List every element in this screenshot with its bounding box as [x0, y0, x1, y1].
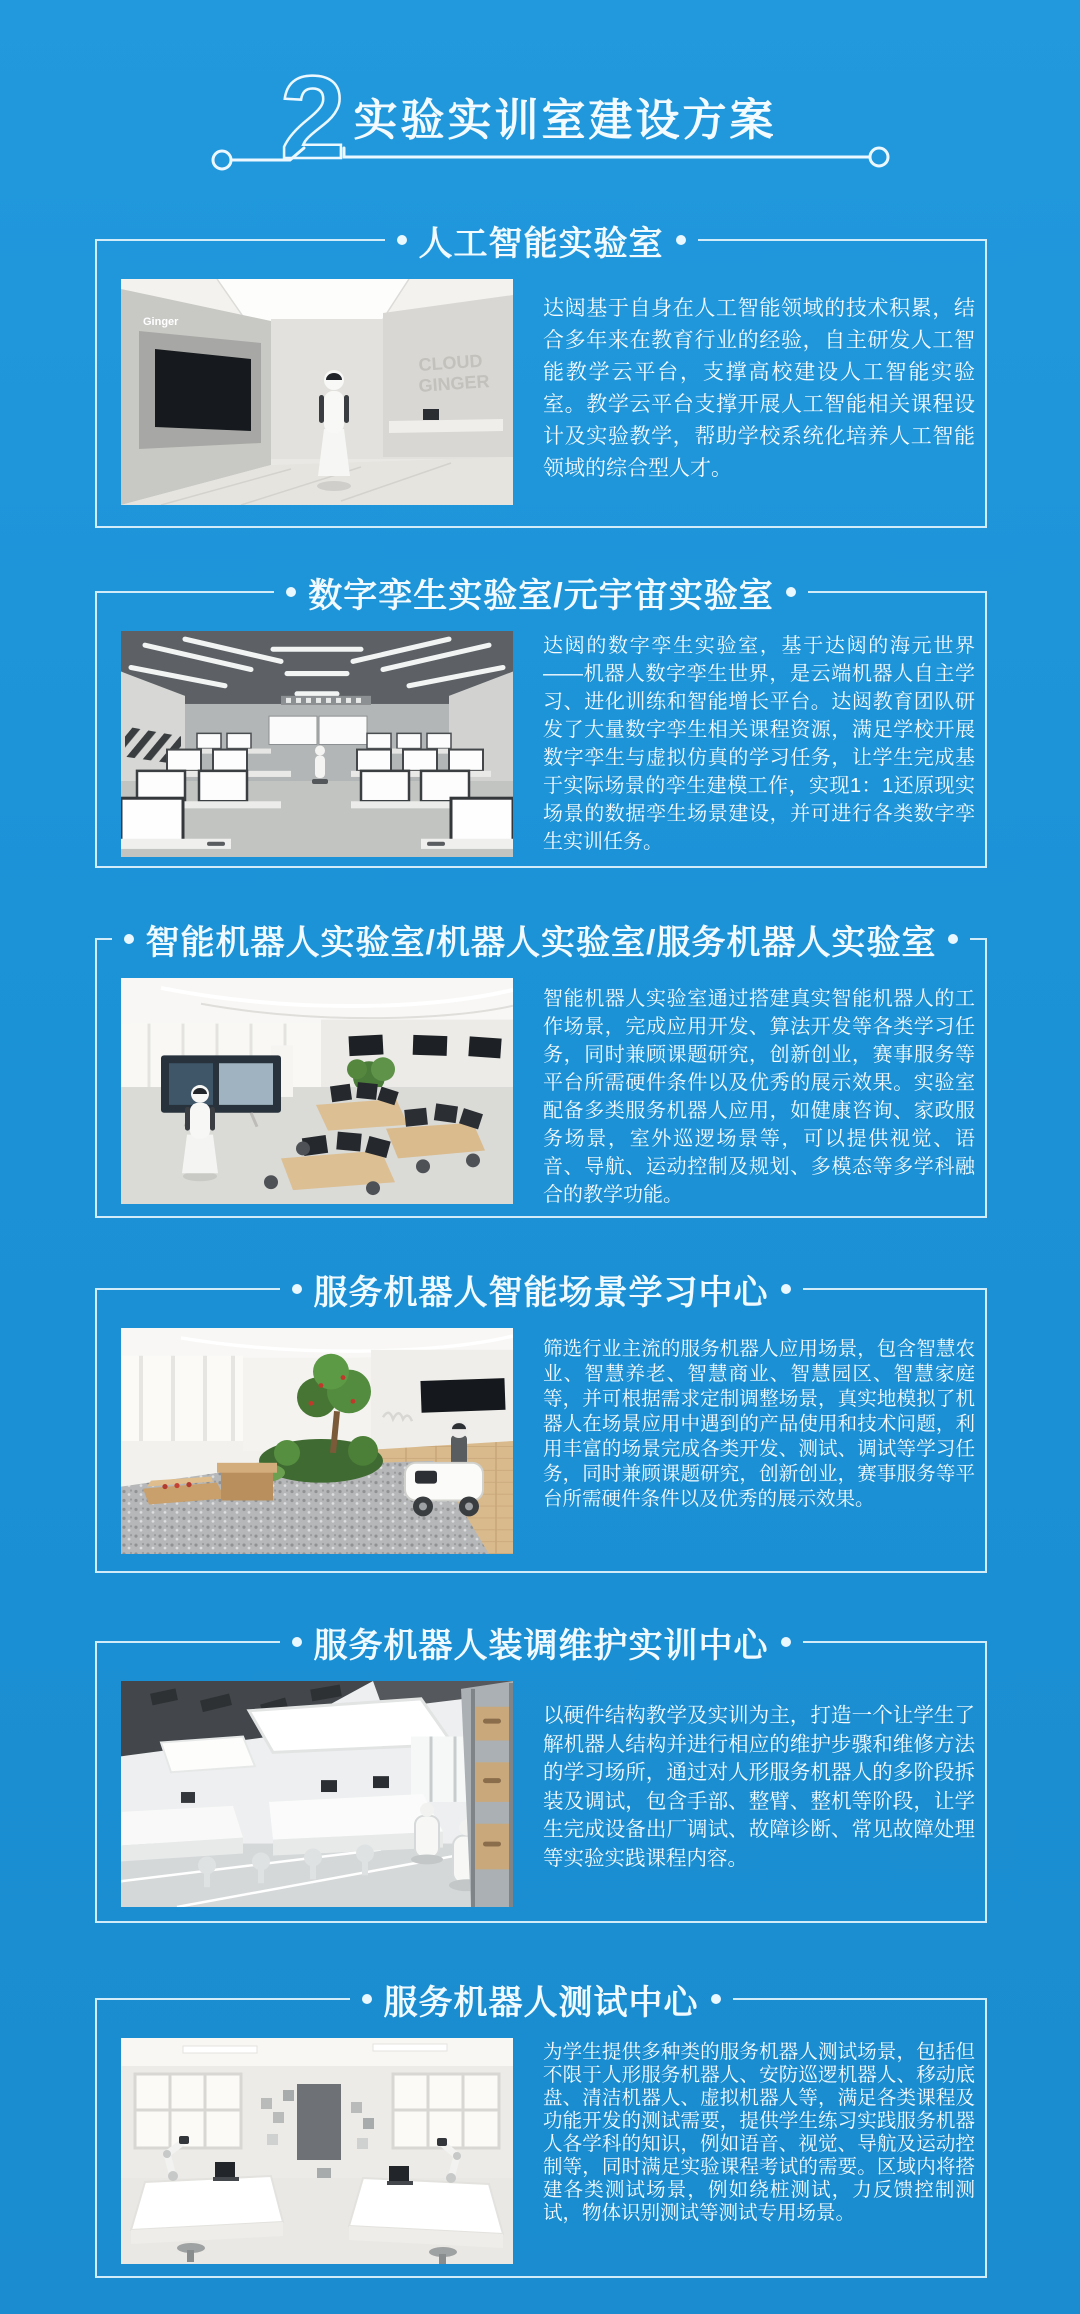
robot-test-center-photo — [121, 2038, 513, 2264]
assembly-maintenance-photo — [121, 1681, 513, 1907]
section-title-row — [95, 570, 987, 614]
title-dot-right-icon — [786, 587, 796, 597]
digital-twin-lab-photo — [121, 631, 513, 857]
scene-learning-center-photo — [121, 1328, 513, 1554]
title-line-right — [698, 239, 988, 241]
header-line-left-circle — [213, 151, 231, 169]
title-line-left — [95, 938, 112, 940]
title-dot-right-icon — [781, 1637, 791, 1647]
section-title: 服务机器人测试中心 — [383, 1983, 699, 2022]
title-line-right — [803, 1641, 988, 1643]
showroom-illustration — [121, 279, 513, 505]
right-window — [393, 2074, 499, 2148]
section-title-row — [95, 1977, 987, 2021]
section-title: 人工智能实验室 — [418, 224, 664, 263]
section-description: 智能机器人实验室通过搭建真实智能机器人的工作场景，完成应用开发、算法开发等各类学习任务，同时兼顾课题研究，创新创业，赛事服务等平台所需硬件条件以及优秀的展示效果。实验室配备多类服务机器人应用，如健康咨询、家政服务场景，室外巡逻场景等，可以提供视觉、语音、导航、运动控制及规划、多模态等多学科融合的教学功能。 — [543, 988, 975, 1206]
section-description: 达闼基于自身在人工智能领域的技术积累，结合多年来在教育行业的经验，自主研发人工智能教学云平台，支撑高校建设人工智能实验室。教学云平台支撑开展人工智能相关课程设计及实验教学，帮助学校系统化培养人工智能领域的综合型人才。 — [543, 297, 975, 480]
section-title-row — [95, 1620, 987, 1664]
section-description: 达闼的数字孪生实验室，基于达闼的海元世界——机器人数字孪生世界，是云端机器人自主学习、进化训练和智能增长平台。达闼教育团队研发了大量数字孪生相关课程资源，满足学校开展数字孪生与虚拟仿真的学习任务，让学生完成基于实际场景的孪生建模工作，实现1：1还原现实场景的数据孪生场景建设，并可进行各类数字孪生实训任务。 — [543, 635, 975, 853]
ai-lab-photo — [121, 279, 513, 505]
title-line-left — [95, 591, 274, 593]
header-line-right — [344, 148, 869, 157]
section-title: 数字孪生实验室/元宇宙实验室 — [308, 576, 774, 615]
title-line-left — [95, 1288, 280, 1290]
big-number-2: 2 — [280, 52, 346, 184]
section-description: 为学生提供多种类的服务机器人测试场景，包括但不限于人形服务机器人、安防巡逻机器人、移动底盘、清洁机器人、虚拟机器人等，满足各类课程及功能开发的测试需要，提供学生练习实践服务机器人各学科的知识，例如语音、视觉、导航及运动控制等，同时满足实验课程考试的需要。区域内将搭建各类测试场景，例如绕桩测试，力反馈控制测试，物体识别测试等测试专用场景。 — [543, 2041, 975, 2224]
title-line-left — [95, 239, 385, 241]
section-title: 智能机器人实验室/机器人实验室/服务机器人实验室 — [145, 923, 937, 962]
section-title-row — [95, 917, 987, 961]
section-number-graphic — [0, 0, 1080, 200]
section-title: 服务机器人智能场景学习中心 — [313, 1273, 769, 1312]
section-assembly-maintenance-center — [95, 1626, 987, 1923]
title-dot-left-icon — [286, 587, 296, 597]
title-dot-left-icon — [292, 1637, 302, 1647]
title-line-right — [970, 938, 987, 940]
title-line-left — [95, 1641, 280, 1643]
title-line-right — [808, 591, 987, 593]
section-title-row — [95, 218, 987, 262]
title-dot-right-icon — [676, 235, 686, 245]
section-ai-lab — [95, 224, 987, 528]
robot-lab-photo — [121, 978, 513, 1204]
section-scene-learning-center — [95, 1273, 987, 1573]
title-dot-right-icon — [948, 934, 958, 944]
robot-lab-illustration — [121, 978, 513, 1204]
title-dot-left-icon — [292, 1284, 302, 1294]
section-digital-twin-lab — [95, 576, 987, 868]
ginger-wall-label: GINGER — [417, 371, 491, 396]
title-dot-left-icon — [124, 934, 134, 944]
section-robot-test-center — [95, 1983, 987, 2278]
title-line-right — [803, 1288, 988, 1290]
section-title-row — [95, 1267, 987, 1311]
title-dot-left-icon — [362, 1994, 372, 2004]
section-robot-lab — [95, 923, 987, 1218]
title-line-left — [95, 1998, 350, 2000]
ginger-label: Ginger — [143, 316, 179, 328]
scene-garden-illustration — [121, 1328, 513, 1554]
section-description: 筛选行业主流的服务机器人应用场景，包含智慧农业、智慧养老、智慧商业、智慧园区、智慧家庭等，并可根据需求定制调整场景，真实地模拟了机器人在场景应用中遇到的产品使用和技术问题，利用丰富的场景完成各类开发、测试、调试等学习任务，同时兼顾课题研究，创新创业，赛事服务等平台所需硬件条件以及优秀的展示效果。 — [543, 1338, 975, 1510]
test-room-illustration — [121, 2038, 513, 2264]
page-title: 实验实训室建设方案 — [353, 96, 777, 145]
section-title: 服务机器人装调维护实训中心 — [313, 1626, 769, 1665]
section-description: 以硬件结构教学及实训为主，打造一个让学生了解机器人结构并进行相应的维护步骤和维修方法的学习场所，通过对人形服务机器人的多阶段拆装及调试，包含手部、整臂、整机等阶段，让学生完成设备出厂调试、故障诊断、常见故障处理等实验实践课程内容。 — [543, 1704, 975, 1870]
cloud-label: CLOUD — [417, 350, 484, 375]
title-line-right — [733, 1998, 988, 2000]
title-dot-right-icon — [781, 1284, 791, 1294]
title-dot-left-icon — [397, 235, 407, 245]
header-line-right-circle — [870, 148, 888, 166]
title-dot-right-icon — [711, 1994, 721, 2004]
classroom-illustration — [121, 631, 513, 857]
workshop-illustration — [121, 1681, 513, 1907]
